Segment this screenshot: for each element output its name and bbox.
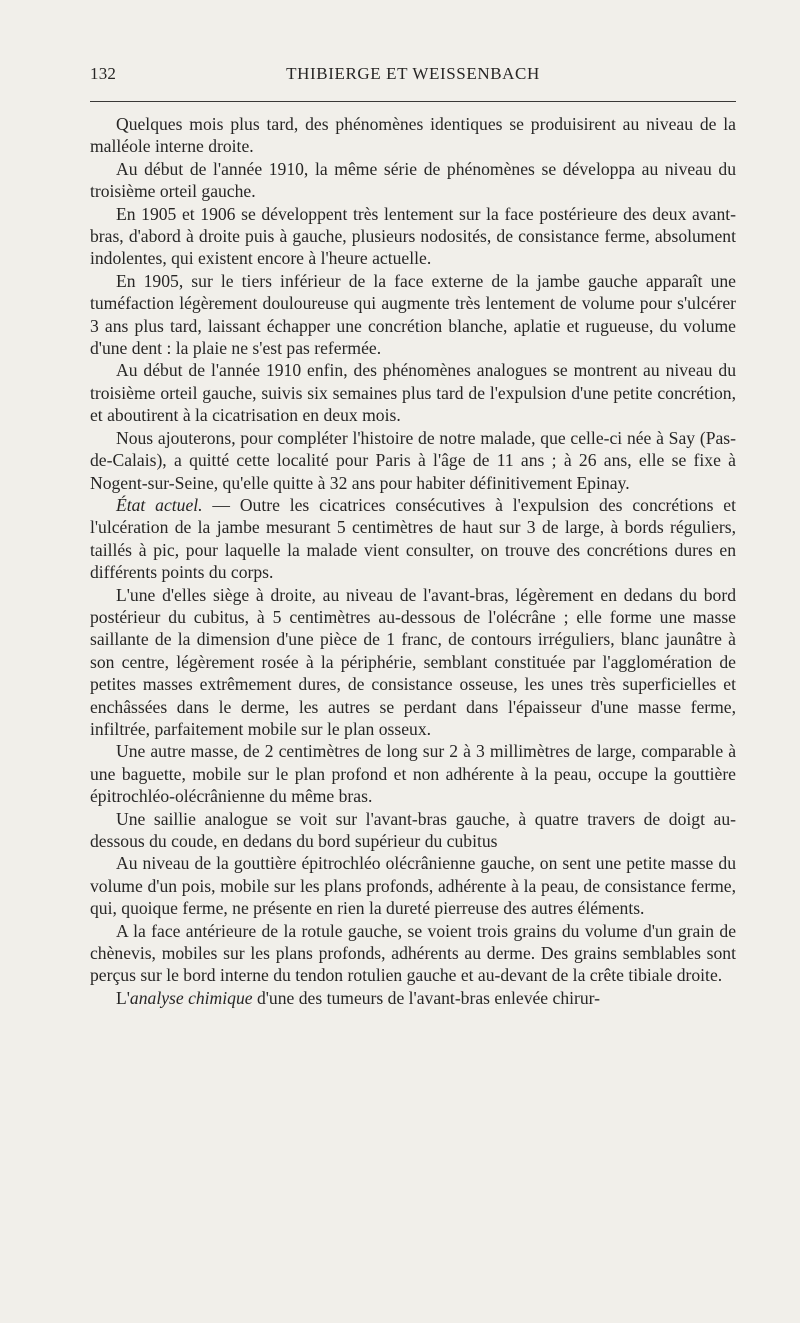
paragraph: En 1905 et 1906 se développent très lentement sur la face postérieure des deux avant-bras, d'abord à droite puis à gauche, plusieurs nodosités, de consistance ferme, absolument indolentes, qui existent encore à l'heure actuelle. (90, 203, 736, 269)
paragraph (90, 494, 736, 584)
paragraph: L'une d'elles siège à droite, au niveau de l'avant-bras, légèrement en dedans du bord postérieur du cubitus, à 5 centimètres au-dessous de l'olécrâne ; elle forme une masse saillante de la dimension d'une pièce de 1 franc, de contours irréguliers, blanc jaunâtre à son centre, légèrement rosée à la périphérie, semblant constituée par l'agglomération de petites masses extrêmement dures, de consistance osseuse, les unes très superficielles et enchâssées dans le derme, les autres se perdant dans l'épaisseur d'une masse ferme, infiltrée, parfaitement mobile sur le plan osseux. (90, 584, 736, 739)
running-title: THIBIERGE ET WEISSENBACH (286, 64, 540, 83)
paragraph: Une saillie analogue se voit sur l'avant-bras gauche, à quatre travers de doigt au-dessous du coude, en dedans du bord supérieur du cubitus (90, 808, 736, 851)
paragraph: Au début de l'année 1910, la même série de phénomènes se développa au niveau du troisième orteil gauche. (90, 158, 736, 202)
body-text (90, 113, 736, 1009)
paragraph-text: — Outre les cicatrices consécutives à l'expulsion des concrétions et l'ulcération de la jambe mesurant 5 centimètres de haut sur 3 de large, à bords réguliers, taillés à pic, pour laquelle la malade vient consulter, on trouve des concrétions dures en différents points du corps. (90, 494, 736, 583)
paragraph: Au début de l'année 1910 enfin, des phénomènes analogues se montrent au niveau du troisième orteil gauche, suivis six semaines plus tard de l'expulsion d'une petite concrétion, et aboutirent à la cicatrisation en deux mois. (90, 360, 736, 426)
running-head (90, 64, 736, 88)
paragraph: Au niveau de la gouttière épitrochléo olécrânienne gauche, on sent une petite masse du volume d'un pois, mobile sur les plans profonds, adhérente à la peau, de consistance ferme, qui, quoique ferme, ne présente en rien la dureté pierreuse des autres éléments. (90, 853, 736, 919)
header-rule (90, 101, 736, 102)
paragraph (90, 987, 736, 1009)
paragraph-text: d'une des tumeurs de l'avant-bras enlevée chirur- (252, 987, 601, 1008)
page-number: 132 (90, 64, 117, 83)
paragraph-lead-italic: analyse chimique (129, 987, 253, 1008)
paragraph-lead-italic: État actuel. (116, 494, 203, 515)
paragraph-prefix: L' (116, 987, 130, 1008)
paragraph: Une autre masse, de 2 centimètres de long sur 2 à 3 millimètres de large, comparable à une baguette, mobile sur le plan profond et non adhérente à la peau, occupe la gouttière épitrochléo-olécrânienne du même bras. (90, 741, 736, 807)
paragraph: Quelques mois plus tard, des phénomènes identiques se produisirent au niveau de la malléole interne droite. (90, 114, 736, 157)
paragraph: A la face antérieure de la rotule gauche, se voient trois grains du volume d'un grain de chènevis, mobiles sur les plans profonds, adhérents au derme. Des grains semblables sont perçus sur le bord interne du tendon rotulien gauche et au-devant de la crête tibiale droite. (90, 920, 736, 986)
paragraph: Nous ajouterons, pour compléter l'histoire de notre malade, que celle-ci née à Say (Pas-de-Calais), a quitté cette localité pour Paris à l'âge de 11 ans ; à 26 ans, elle se fixe à Nogent-sur-Seine, qu'elle quitte à 32 ans pour habiter définitivement Epinay. (90, 427, 736, 493)
paragraph: En 1905, sur le tiers inférieur de la face externe de la jambe gauche apparaît une tuméfaction légèrement douloureuse qui augmente très lentement de volume pour s'ulcérer 3 ans plus tard, laissant échapper une concrétion blanche, aplatie et rugueuse, du volume d'une dent : la plaie ne s'est pas refermée. (90, 270, 736, 359)
